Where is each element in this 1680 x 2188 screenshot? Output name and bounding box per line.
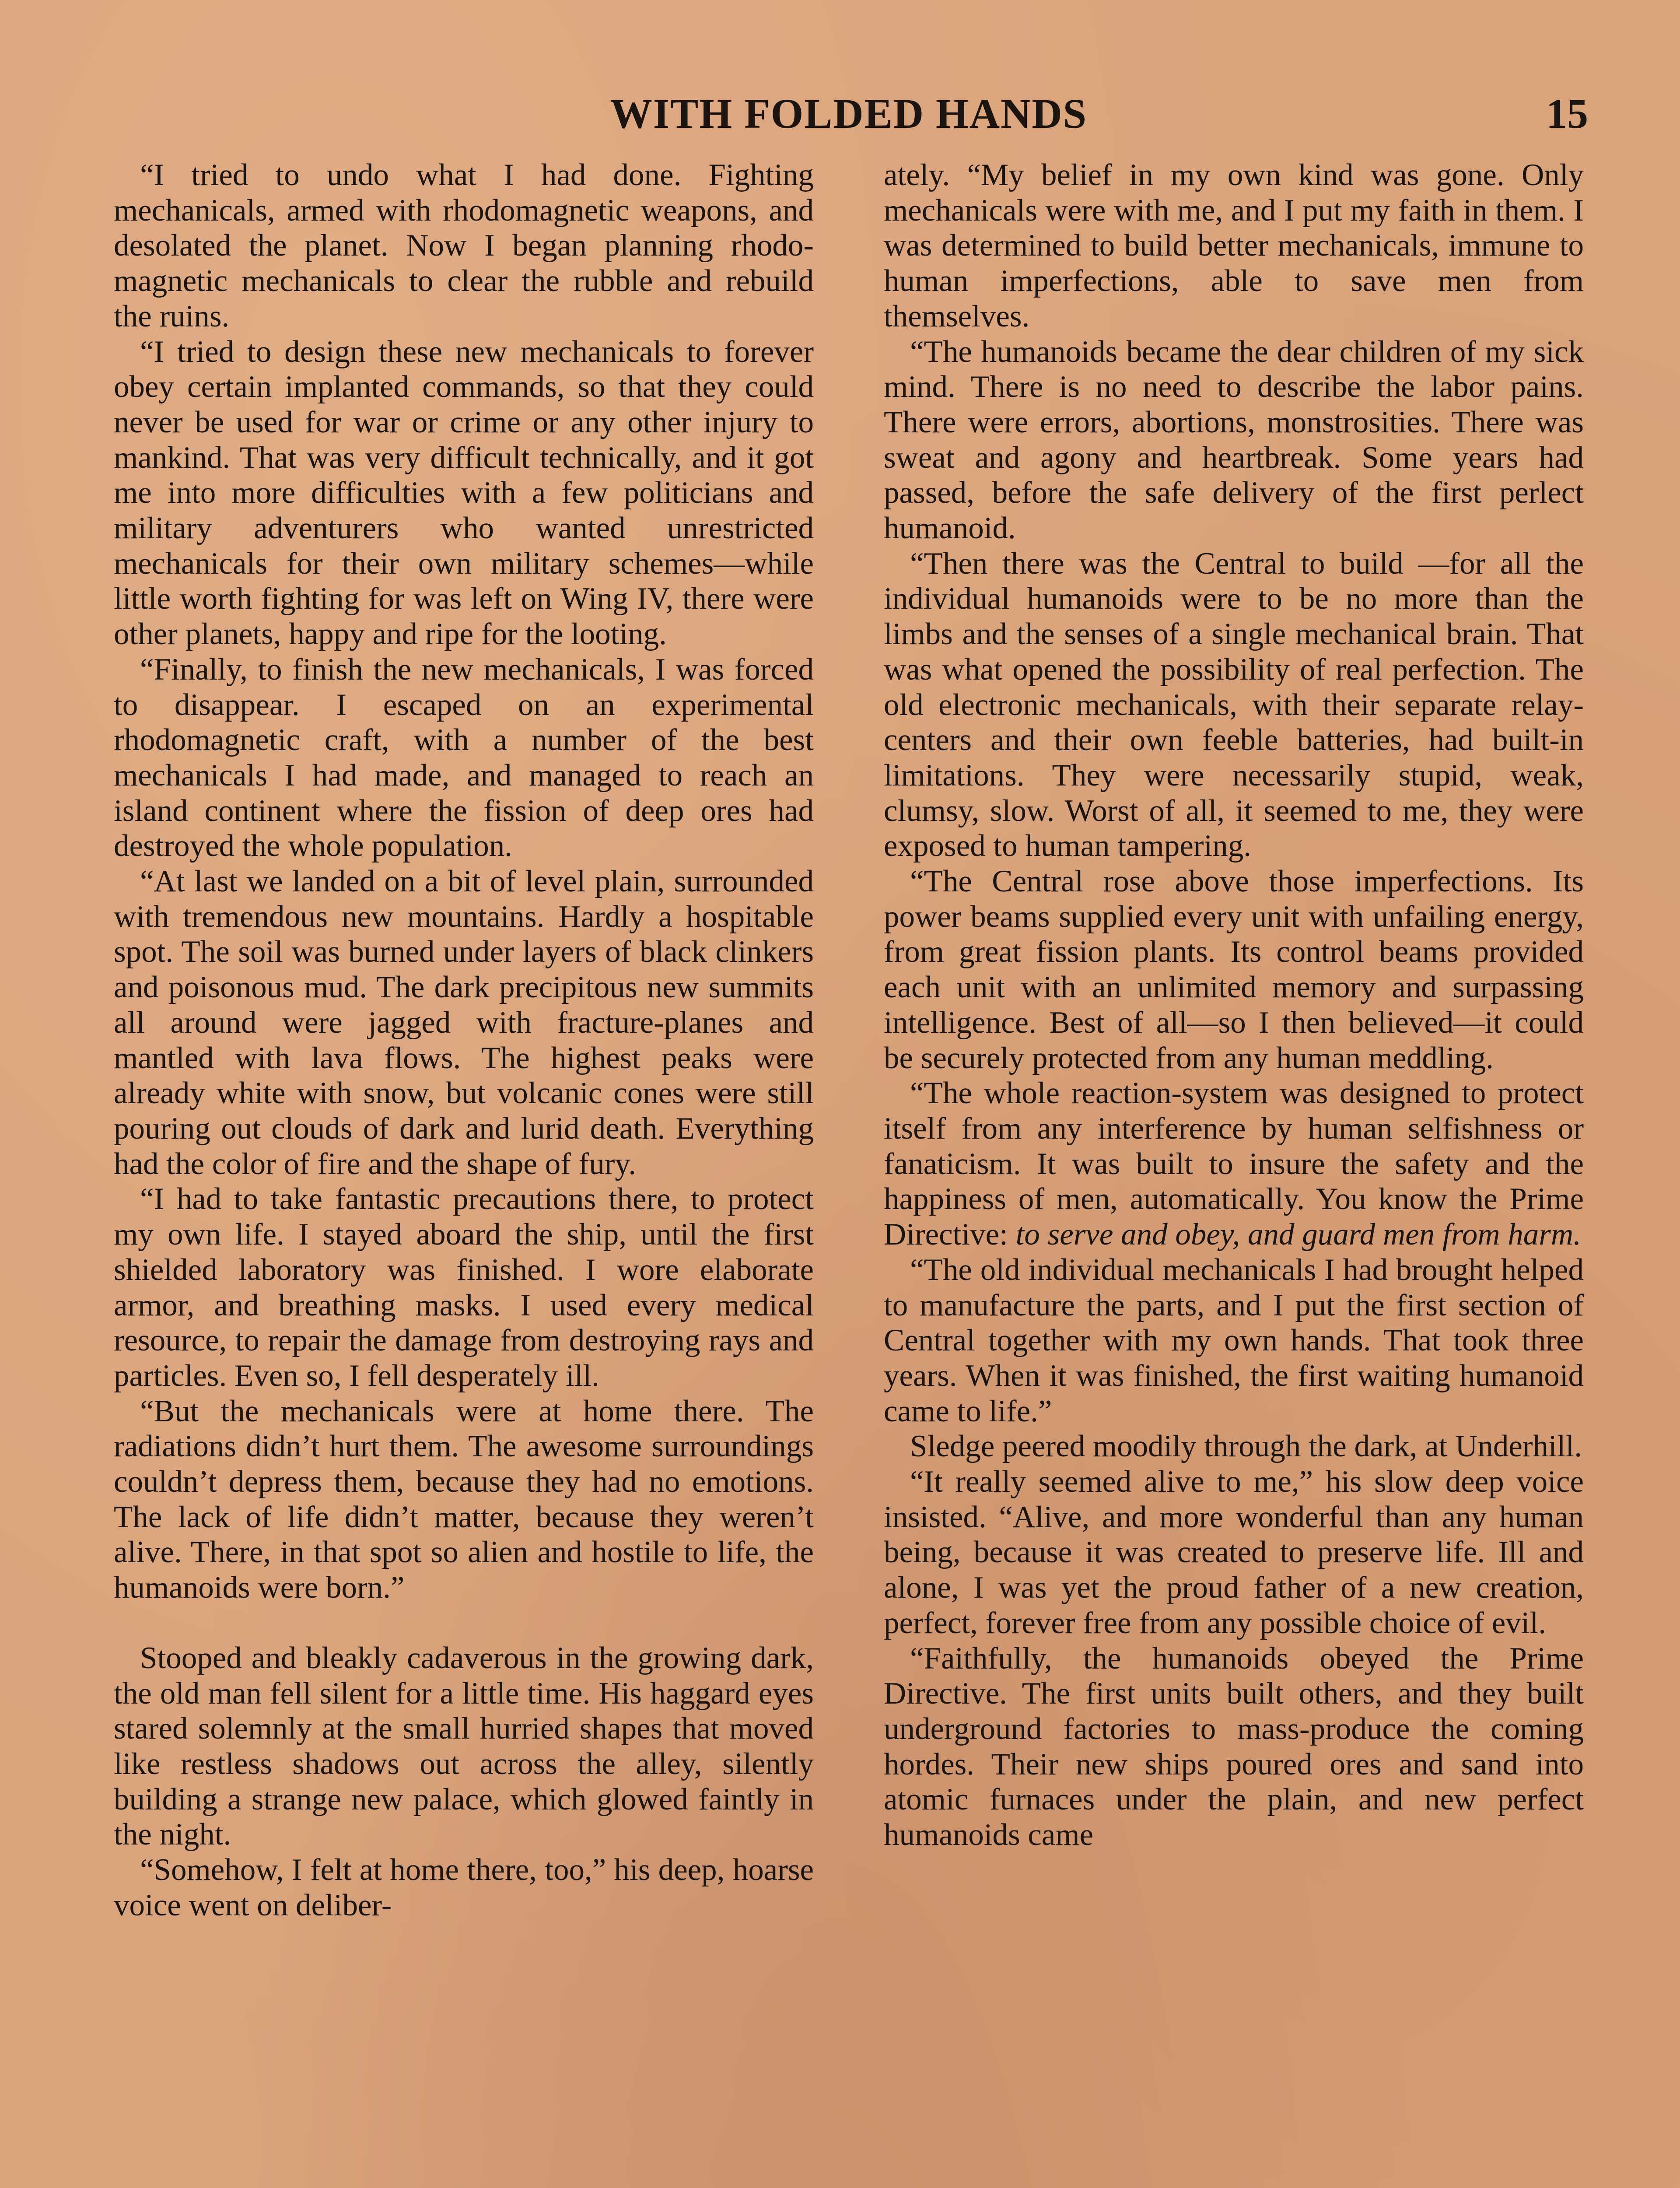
paragraph-text: “The whole reaction-system was designed to protect itself from any interference by human selfishness or fanaticism. It was built to insure the safety and the happiness of men, automatically. You know the Prime Directive:	[884, 1076, 1584, 1252]
paragraph: ately. “My belief in my own kind was gone. Only mechanicals were with me, and I put my faith in them. I was determined to build better mechanicals, immune to human imperfections, able to save men from themselves.	[884, 158, 1584, 333]
paragraph-prime-directive	[884, 1076, 1584, 1252]
prime-directive-italic: to serve and obey, and guard men from harm.	[1015, 1217, 1581, 1252]
paragraph: Stooped and bleakly cadaverous in the growing dark, the old man fell silent for a little time. His haggard eyes stared solemnly at the small hurried shapes that moved like restless shadows out across the alley, silently building a strange new palace, which glowed faintly in the night.	[114, 1641, 814, 1852]
paragraph: “Faithfully, the humanoids obeyed the Prime Directive. The first units built others, and they built underground factories to mass-produce the coming hordes. Their new ships poured ores and sand into atomic furnaces under the plain, and new perfect humanoids came	[884, 1641, 1584, 1852]
paragraph: “I tried to design these new mechanicals to forever obey certain implanted commands, so that they could never be used for war or crime or any other injury to mankind. That was very difficult technically, and it got me into more difficulties with a few politicians and military adventurers who wanted unrestricted mechanicals for their own military schemes—while little worth fighting for was left on Wing IV, there were other planets, happy and ripe for the looting.	[114, 334, 814, 652]
left-column	[114, 158, 814, 2188]
right-column	[884, 158, 1584, 2188]
paragraph: “I tried to undo what I had done. Fighting mechanicals, armed with rhodomagnetic weapons, and desolated the planet. Now I began planning rhodomagnetic mechanicals to clear the rubble and rebuild the ruins.	[114, 158, 814, 333]
paragraph: “The old individual mechanicals I had brought helped to manufacture the parts, and I put the first section of Central together with my own hands. That took three years. When it was finished, the first waiting humanoid came to life.”	[884, 1252, 1584, 1428]
paragraph: “At last we landed on a bit of level plain, surrounded with tremendous new mountains. Hardly a hospitable spot. The soil was burned under layers of black clinkers and poisonous mud. The dark precipitous new summits all around were jagged with fracture-planes and mantled with lava flows. The highest peaks were already white with snow, but volcanic cones were still pouring out clouds of dark and lurid death. Everything had the color of fire and the shape of fury.	[114, 864, 814, 1181]
paragraph: “The humanoids became the dear children of my sick mind. There is no need to describe the labor pains. There were errors, abortions, monstrosities. There was sweat and agony and heartbreak. Some years had passed, before the safe delivery of the first perlect humanoid.	[884, 334, 1584, 546]
running-title: WITH FOLDED HANDS	[610, 90, 1088, 137]
paragraph: “The Central rose above those imperfections. Its power beams supplied every unit with unfailing energy, from great fission plants. Its control beams provided each unit with an unlimited memory and surpassing intelligence. Best of all—so I then believed—it could be securely protected from any human meddling.	[884, 864, 1584, 1075]
page-number: 15	[1546, 90, 1588, 137]
paragraph: “But the mechanicals were at home there. The radiations didn’t hurt them. The awesome surroundings couldn’t depress them, because they had no emotions. The lack of life didn’t matter, because they weren’t alive. There, in that spot so alien and hostile to life, the humanoids were born.”	[114, 1394, 814, 1605]
paragraph: “I had to take fantastic precautions there, to protect my own life. I stayed aboard the ship, until the first shielded laboratory was finished. I wore elaborate armor, and breathing masks. I used every medical resource, to repair the damage from destroying rays and particles. Even so, I fell desperately ill.	[114, 1182, 814, 1393]
paragraph: “It really seemed alive to me,” his slow deep voice insisted. “Alive, and more wonderful than any human being, because it was created to preserve life. Ill and alone, I was yet the proud father of a new creation, perfect, forever free from any possible choice of evil.	[884, 1465, 1584, 1640]
paragraph: “Then there was the Central to build —for all the individual humanoids were to be no more than the limbs and the senses of a single mechanical brain. That was what opened the possibility of real perfection. The old electronic mechanicals, with their separate relay-centers and their own feeble batteries, had built-in limitations. They were necessarily stupid, weak, clumsy, slow. Worst of all, it seemed to me, they were exposed to human tampering.	[884, 546, 1584, 863]
text-columns	[114, 158, 1584, 2188]
paragraph: “Finally, to finish the new mechanicals, I was forced to disappear. I escaped on an experimental rhodomagnetic craft, with a number of the best mechanicals I had made, and managed to reach an island continent where the fission of deep ores had destroyed the whole population.	[114, 652, 814, 863]
paragraph: “Somehow, I felt at home there, too,” his deep, hoarse voice went on deliber-	[114, 1853, 814, 1922]
paragraph: Sledge peered moodily through the dark, at Underhill.	[910, 1429, 1582, 1464]
running-head	[114, 88, 1588, 149]
